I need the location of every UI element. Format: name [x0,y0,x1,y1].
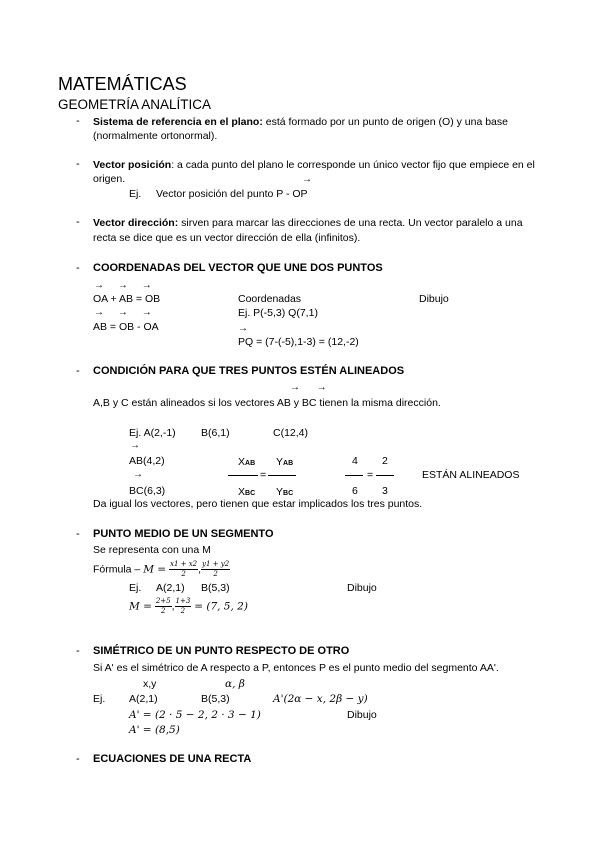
pm-result: = (7, 5, 2) [194,600,248,613]
alineados-heading: CONDICIÓN PARA QUE TRES PUNTOS ESTÉN ALINEADOS [93,365,405,377]
sim-dibujo: Dibujo [347,709,377,721]
alin-ej-c: C(12,4) [273,427,309,439]
pm-ej: Ej. [129,582,142,594]
fraction-bar [268,475,296,476]
sim-aprime: A'(2α − x, 2β − y) [273,693,368,705]
frac-x-ab: XAB [238,456,256,468]
vector-pos-line2: origen. [93,173,126,185]
vector-pos-ej: Ej. [129,188,142,200]
coord-pq: PQ = (7-(-5),1-3) = (12,-2) [238,336,359,348]
pm-fraction: $\frac{2+5}{2}$ [155,597,171,615]
vector-pos-line1 [93,158,535,172]
frac-den-3: 3 [382,485,388,497]
arrow-icon: → → → [94,307,152,318]
fraction-bar [376,475,394,476]
sistema-bold: Sistema de referencia en el plano: [93,116,263,128]
pm-fraction: $\frac{1+3}{2}$ [175,597,191,615]
sim-alpha-beta: α, β [225,678,245,690]
fraction-bar [345,475,363,476]
sim-a: A(2,1) [129,693,158,705]
alineados-text: A,B y C están alineados si los vectores AB y BC tienen la misma dirección. [93,397,441,409]
bullet-dash: - [76,216,80,228]
coord-eq2: AB = OB - OA [93,321,159,333]
bullet-dash: - [76,753,80,765]
sim-calc: A' = (2 · 5 − 2, 2 · 3 − 1) [129,709,261,721]
bullet-dash: - [76,262,80,274]
alineados-nota: Da igual los vectores, pero tienen que estar implicados los tres puntos. [93,498,423,510]
alin-ej-a: Ej. A(2,-1) [129,427,176,439]
bullet-dash: - [76,158,80,170]
sistema-line2: (normalmente ortonormal). [93,130,218,142]
vector-dir-line1 [93,216,523,230]
fraction-bar [228,475,258,476]
alin-bc: BC(6,3) [129,485,166,497]
pm-b: B(5,3) [201,582,230,594]
vector-dir-line2: recta se dice que es un vector dirección de ella (infinitos). [93,232,361,244]
coord-dibujo: Dibujo [419,293,449,305]
sim-result: A' = (8,5) [129,724,180,736]
estan-alineados: ESTÁN ALINEADOS [422,469,520,481]
vector-pos-example: Vector posición del punto P - OP [156,188,308,200]
vector-pos-text1: : a cada punto del plano le corresponde un único vector fijo que empiece en el [171,159,535,171]
page-title: MATEMÁTICAS [58,74,187,94]
simetrico-heading: SIMÉTRICO DE UN PUNTO RESPECTO DE OTRO [93,645,350,657]
frac-num-2: 2 [382,455,388,467]
coord-eq1: OA + AB = OB [93,293,161,305]
pm-formula: Fórmula – M = $\frac{x1 + x2}{2}$ , $\frac{y1 + y2}{2}$ [93,560,230,578]
pm-line1: Se representa con una M [93,544,211,556]
frac-equals: = [260,469,267,481]
page-subtitle: GEOMETRÍA ANALÍTICA [58,97,212,112]
pm-m-eq: M = [143,563,167,576]
sistema-text1: está formado por un punto de origen (O) y una base [262,116,508,128]
alin-ej-b: B(6,1) [201,427,230,439]
pm-fraction: $\frac{x1 + x2}{2}$ [170,560,198,578]
sim-ej: Ej. [93,693,106,705]
sim-xy: x,y [143,678,157,690]
arrow-icon: → [130,440,140,451]
vector-dir-text1: sirven para marcar las direcciones de una recta. Un vector paralelo a una [178,217,523,229]
frac-y-ab: YAB [276,456,294,468]
frac-num-4: 4 [352,455,358,467]
frac-equals: = [367,469,374,481]
frac-x-bc: XBC [238,486,256,498]
pm-m-eq: M = [129,600,152,613]
arrow-icon: → → → [94,280,152,291]
punto-medio-heading: PUNTO MEDIO DE UN SEGMENTO [93,528,274,540]
sim-b: B(5,3) [201,693,230,705]
bullet-dash: - [76,115,80,127]
frac-y-bc: YBC [276,486,294,498]
vector-dir-bold: Vector dirección: [93,217,179,229]
pm-fraction: $\frac{y1 + y2}{2}$ [202,560,230,578]
pm-result-line: M = $\frac{2+5}{2}$ , $\frac{1+3}{2}$ = (7, 5, 2) [129,597,248,615]
pm-dibujo: Dibujo [347,582,377,594]
bullet-dash: - [76,645,80,657]
arrow-icon: → [238,323,248,334]
arrow-icon: → → [290,382,327,393]
bullet-dash: - [76,365,80,377]
alin-ab: AB(4,2) [129,455,165,467]
arrow-icon: → [133,469,143,480]
ecuaciones-heading: ECUACIONES DE UNA RECTA [93,753,252,765]
pm-a: A(2,1) [156,582,185,594]
arrow-icon: → [302,174,312,185]
simetrico-text: Si A' es el simétrico de A respecto a P, entonces P es el punto medio del segmento AA'. [93,662,499,674]
coord-ej: Ej. P(-5,3) Q(7,1) [238,307,318,319]
frac-den-6: 6 [352,485,358,497]
sistema-line1 [93,115,508,129]
bullet-dash: - [76,528,80,540]
coord-label: Coordenadas [238,293,302,305]
pm-formula-label: Fórmula – [93,563,144,576]
coordenadas-heading: COORDENADAS DEL VECTOR QUE UNE DOS PUNTOS [93,262,383,274]
vector-pos-bold: Vector posición [93,159,172,171]
